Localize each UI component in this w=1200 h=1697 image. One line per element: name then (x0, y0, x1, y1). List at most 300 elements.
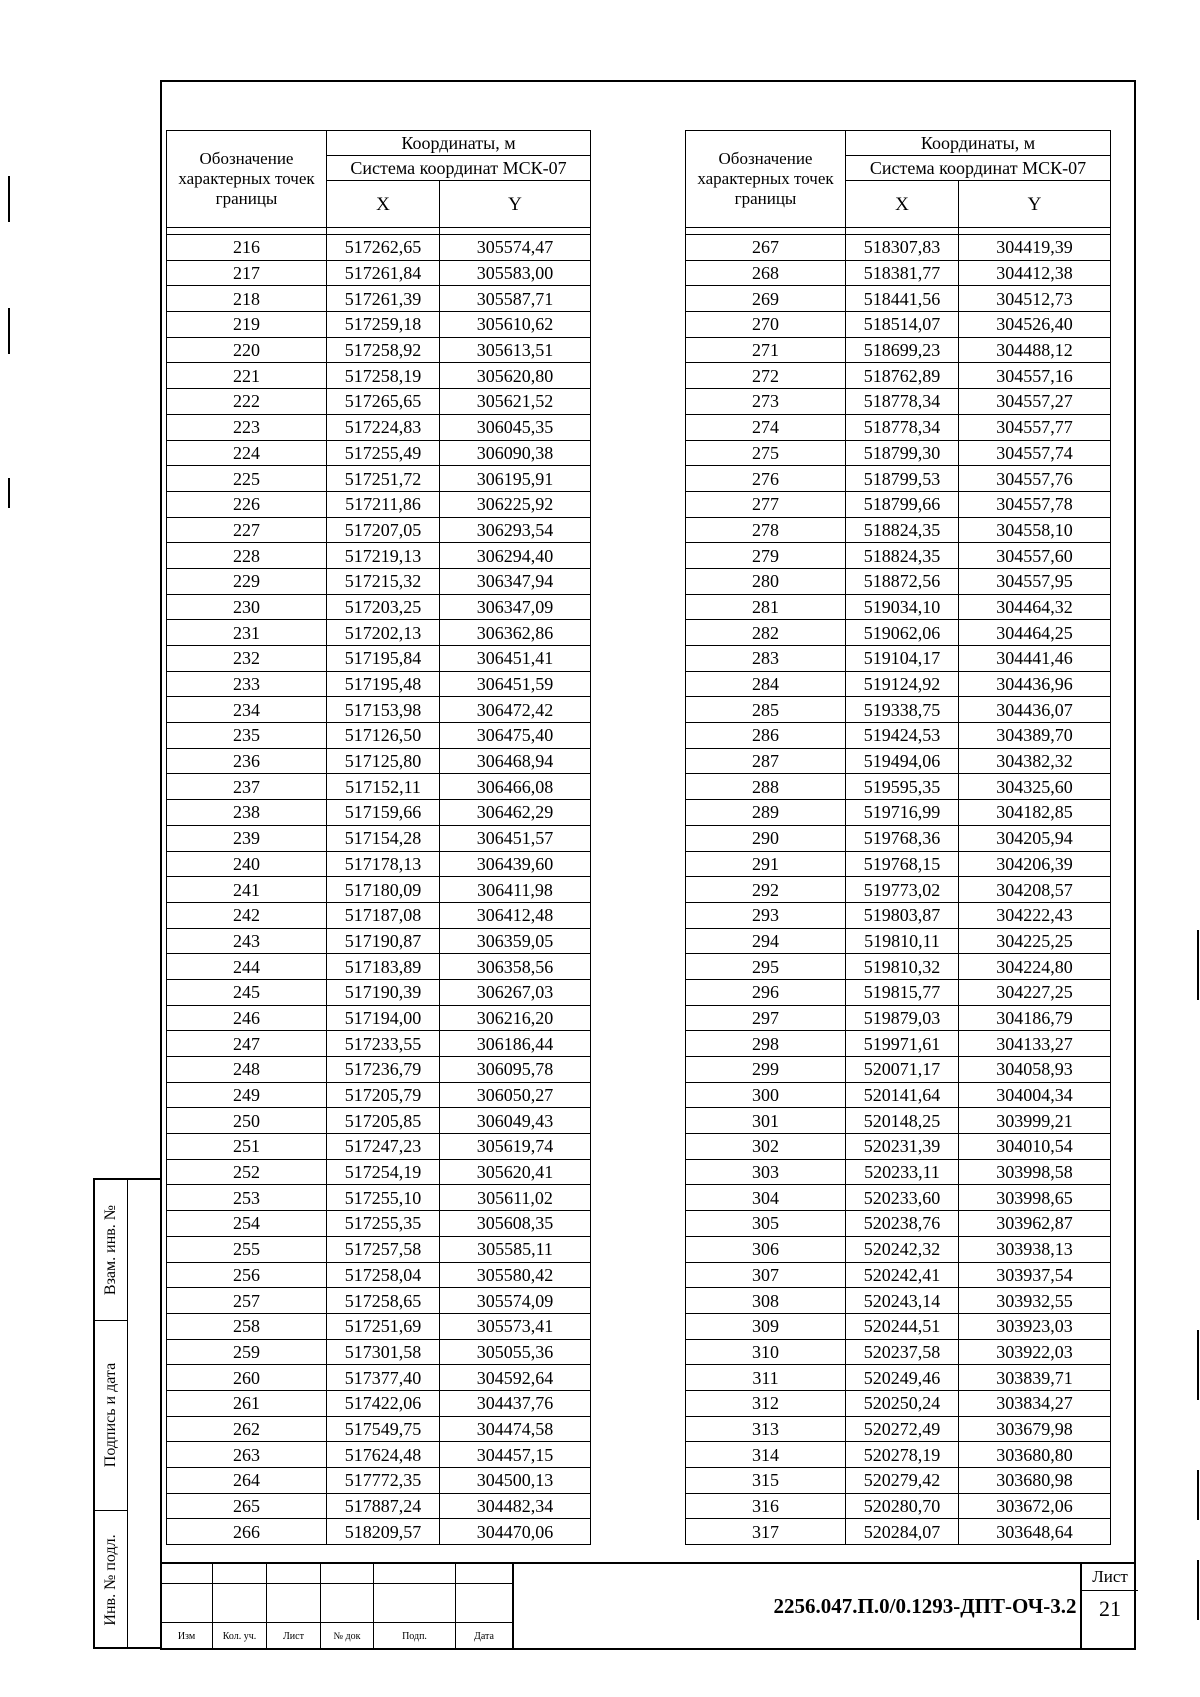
table-row (167, 800, 591, 826)
x-coordinate: 518778,34 (846, 389, 959, 415)
table-row (686, 954, 1111, 980)
x-coordinate: 517255,35 (327, 1211, 440, 1237)
table-row (167, 568, 591, 594)
y-coordinate: 306466,08 (440, 774, 591, 800)
x-column-header: X (846, 181, 959, 228)
x-coordinate: 517207,05 (327, 517, 440, 543)
table-row (167, 337, 591, 363)
x-coordinate: 518799,53 (846, 466, 959, 492)
point-number: 313 (686, 1416, 846, 1442)
point-number: 291 (686, 851, 846, 877)
point-number: 262 (167, 1416, 327, 1442)
x-coordinate: 518799,66 (846, 491, 959, 517)
y-coordinate: 303680,80 (959, 1442, 1111, 1468)
table-row (167, 1468, 591, 1494)
point-number: 241 (167, 877, 327, 903)
x-coordinate: 519810,32 (846, 954, 959, 980)
x-coordinate: 517205,79 (327, 1082, 440, 1108)
x-coordinate: 520284,07 (846, 1519, 959, 1545)
table-row (686, 902, 1111, 928)
signature-date-label: Подпись и дата (102, 1362, 119, 1468)
y-coordinate: 304557,16 (959, 363, 1111, 389)
table-row (167, 1442, 591, 1468)
x-coordinate: 520250,24 (846, 1390, 959, 1416)
x-coordinate: 517236,79 (327, 1057, 440, 1083)
x-coordinate: 517194,00 (327, 1005, 440, 1031)
y-column-header: Y (959, 181, 1111, 228)
y-coordinate: 306347,09 (440, 594, 591, 620)
point-number: 221 (167, 363, 327, 389)
x-coordinate: 518441,56 (846, 286, 959, 312)
x-coordinate: 517255,49 (327, 440, 440, 466)
point-number: 255 (167, 1236, 327, 1262)
y-coordinate: 303922,03 (959, 1339, 1111, 1365)
y-coordinate: 304133,27 (959, 1031, 1111, 1057)
point-number: 303 (686, 1159, 846, 1185)
point-number: 232 (167, 646, 327, 672)
point-number: 293 (686, 902, 846, 928)
y-coordinate: 306090,38 (440, 440, 591, 466)
y-coordinate: 304436,96 (959, 671, 1111, 697)
point-number: 311 (686, 1365, 846, 1391)
point-number: 299 (686, 1057, 846, 1083)
x-coordinate: 517258,65 (327, 1288, 440, 1314)
table-row (686, 440, 1111, 466)
point-number: 224 (167, 440, 327, 466)
point-number: 297 (686, 1005, 846, 1031)
y-coordinate: 303932,55 (959, 1288, 1111, 1314)
point-number: 273 (686, 389, 846, 415)
table-row (167, 363, 591, 389)
y-coordinate: 304557,27 (959, 389, 1111, 415)
x-coordinate: 519768,15 (846, 851, 959, 877)
y-coordinate: 306451,59 (440, 671, 591, 697)
y-coordinate: 304592,64 (440, 1365, 591, 1391)
revision-grid (160, 1564, 513, 1650)
table-row (167, 260, 591, 286)
y-coordinate: 306216,20 (440, 1005, 591, 1031)
x-coordinate: 517224,83 (327, 414, 440, 440)
y-coordinate: 304205,94 (959, 825, 1111, 851)
x-coordinate: 518209,57 (327, 1519, 440, 1545)
table-row (686, 646, 1111, 672)
x-coordinate: 519494,06 (846, 748, 959, 774)
y-coordinate: 304412,38 (959, 260, 1111, 286)
x-coordinate: 517255,10 (327, 1185, 440, 1211)
scan-artifact (8, 176, 10, 222)
table-row (686, 260, 1111, 286)
approval-side-strip (93, 1178, 160, 1649)
title-block (160, 1562, 1136, 1650)
scan-artifact (8, 308, 10, 354)
y-coordinate: 305610,62 (440, 312, 591, 338)
rev-col-sheet: Лист (267, 1623, 321, 1650)
rev-col-sign: Подп. (374, 1623, 456, 1650)
table-row (686, 1365, 1111, 1391)
x-coordinate: 517772,35 (327, 1468, 440, 1494)
y-coordinate: 304557,60 (959, 543, 1111, 569)
point-number: 309 (686, 1313, 846, 1339)
table-row (167, 1339, 591, 1365)
table-row (167, 491, 591, 517)
point-number: 304 (686, 1185, 846, 1211)
point-number: 280 (686, 568, 846, 594)
table-row (686, 1416, 1111, 1442)
x-coordinate: 517203,25 (327, 594, 440, 620)
point-number: 274 (686, 414, 846, 440)
y-coordinate: 304457,15 (440, 1442, 591, 1468)
y-coordinate: 305611,02 (440, 1185, 591, 1211)
table-row (686, 1390, 1111, 1416)
table-body-right (686, 228, 1111, 1545)
table-row (686, 1339, 1111, 1365)
y-coordinate: 306347,94 (440, 568, 591, 594)
table-row (686, 851, 1111, 877)
y-coordinate: 306294,40 (440, 543, 591, 569)
point-number: 248 (167, 1057, 327, 1083)
table-row (686, 568, 1111, 594)
x-coordinate: 519124,92 (846, 671, 959, 697)
point-number: 230 (167, 594, 327, 620)
x-coordinate: 519810,11 (846, 928, 959, 954)
point-number: 234 (167, 697, 327, 723)
x-coordinate: 517377,40 (327, 1365, 440, 1391)
x-coordinate: 518824,35 (846, 543, 959, 569)
coordinate-system-header: Система координат МСК-07 (846, 156, 1111, 181)
x-coordinate: 517261,39 (327, 286, 440, 312)
point-number: 237 (167, 774, 327, 800)
table-row (686, 286, 1111, 312)
table-row (167, 1262, 591, 1288)
y-coordinate: 303938,13 (959, 1236, 1111, 1262)
table-row (686, 363, 1111, 389)
table-row (686, 312, 1111, 338)
y-coordinate: 303839,71 (959, 1365, 1111, 1391)
table-row (167, 1031, 591, 1057)
y-coordinate: 304186,79 (959, 1005, 1111, 1031)
y-coordinate: 305620,41 (440, 1159, 591, 1185)
table-row (167, 877, 591, 903)
x-coordinate: 518778,34 (846, 414, 959, 440)
table-row (686, 774, 1111, 800)
point-number: 235 (167, 723, 327, 749)
coordinates-table-left (166, 130, 591, 1545)
point-number: 277 (686, 491, 846, 517)
point-number: 238 (167, 800, 327, 826)
x-coordinate: 520278,19 (846, 1442, 959, 1468)
y-column-header: Y (440, 181, 591, 228)
x-coordinate: 517187,08 (327, 902, 440, 928)
x-coordinate: 518381,77 (846, 260, 959, 286)
point-column-header: Обозначение характерных точек границы (686, 131, 846, 228)
table-row (167, 1493, 591, 1519)
x-coordinate: 519803,87 (846, 902, 959, 928)
y-coordinate: 304058,93 (959, 1057, 1111, 1083)
table-row (686, 928, 1111, 954)
point-number: 216 (167, 235, 327, 261)
point-number: 256 (167, 1262, 327, 1288)
y-coordinate: 306451,41 (440, 646, 591, 672)
x-coordinate: 517261,84 (327, 260, 440, 286)
x-coordinate: 518514,07 (846, 312, 959, 338)
point-number: 263 (167, 1442, 327, 1468)
y-coordinate: 306411,98 (440, 877, 591, 903)
table-row (686, 1313, 1111, 1339)
table-row (686, 389, 1111, 415)
point-number: 227 (167, 517, 327, 543)
table-row (686, 697, 1111, 723)
table-row (167, 1365, 591, 1391)
y-coordinate: 304182,85 (959, 800, 1111, 826)
point-number: 246 (167, 1005, 327, 1031)
table-row (167, 697, 591, 723)
table-row (167, 1519, 591, 1545)
y-coordinate: 304227,25 (959, 979, 1111, 1005)
point-number: 283 (686, 646, 846, 672)
x-coordinate: 517887,24 (327, 1493, 440, 1519)
document-code: 2256.047.П.0/0.1293-ДПТ-ОЧ-3.2 (773, 1594, 1077, 1618)
y-coordinate: 305585,11 (440, 1236, 591, 1262)
table-row (167, 954, 591, 980)
x-coordinate: 517247,23 (327, 1134, 440, 1160)
table-row (686, 825, 1111, 851)
table-row (686, 1236, 1111, 1262)
point-number: 218 (167, 286, 327, 312)
point-number: 217 (167, 260, 327, 286)
y-coordinate: 304441,46 (959, 646, 1111, 672)
x-coordinate: 517195,48 (327, 671, 440, 697)
y-coordinate: 304464,25 (959, 620, 1111, 646)
y-coordinate: 304474,58 (440, 1416, 591, 1442)
table-row (167, 851, 591, 877)
point-number: 290 (686, 825, 846, 851)
y-coordinate: 304488,12 (959, 337, 1111, 363)
point-number: 245 (167, 979, 327, 1005)
table-row (167, 671, 591, 697)
point-number: 260 (167, 1365, 327, 1391)
scan-artifact (1197, 1330, 1199, 1400)
x-coordinate: 517211,86 (327, 491, 440, 517)
y-coordinate: 306472,42 (440, 697, 591, 723)
point-number: 269 (686, 286, 846, 312)
inv-replace-label: Взам. инв. № (102, 1204, 119, 1296)
x-coordinate: 519062,06 (846, 620, 959, 646)
point-number: 315 (686, 1468, 846, 1494)
x-coordinate: 517251,72 (327, 466, 440, 492)
x-coordinate: 517219,13 (327, 543, 440, 569)
point-number: 243 (167, 928, 327, 954)
table-row (686, 1108, 1111, 1134)
table-row (167, 1288, 591, 1314)
table-row (167, 1082, 591, 1108)
table-row (686, 414, 1111, 440)
point-number: 267 (686, 235, 846, 261)
table-row (167, 1159, 591, 1185)
table-row (686, 491, 1111, 517)
table-row (686, 1031, 1111, 1057)
point-number: 281 (686, 594, 846, 620)
table-row (686, 1211, 1111, 1237)
point-number: 225 (167, 466, 327, 492)
point-number: 292 (686, 877, 846, 903)
y-coordinate: 306195,91 (440, 466, 591, 492)
x-coordinate: 517202,13 (327, 620, 440, 646)
point-number: 219 (167, 312, 327, 338)
x-coordinate: 519034,10 (846, 594, 959, 620)
y-coordinate: 304526,40 (959, 312, 1111, 338)
x-coordinate: 517126,50 (327, 723, 440, 749)
y-coordinate: 306049,43 (440, 1108, 591, 1134)
point-number: 285 (686, 697, 846, 723)
point-column-header: Обозначение характерных точек границы (167, 131, 327, 228)
y-coordinate: 304557,78 (959, 491, 1111, 517)
y-coordinate: 305580,42 (440, 1262, 591, 1288)
x-coordinate: 517257,58 (327, 1236, 440, 1262)
x-coordinate: 520141,64 (846, 1082, 959, 1108)
x-column-header: X (327, 181, 440, 228)
table-row (686, 723, 1111, 749)
table-row (686, 594, 1111, 620)
x-coordinate: 520243,14 (846, 1288, 959, 1314)
table-row (167, 748, 591, 774)
x-coordinate: 517258,04 (327, 1262, 440, 1288)
y-coordinate: 304482,34 (440, 1493, 591, 1519)
table-row (167, 620, 591, 646)
x-coordinate: 519424,53 (846, 723, 959, 749)
y-coordinate: 303962,87 (959, 1211, 1111, 1237)
y-coordinate: 306267,03 (440, 979, 591, 1005)
table-row (167, 646, 591, 672)
x-coordinate: 518762,89 (846, 363, 959, 389)
x-coordinate: 517178,13 (327, 851, 440, 877)
y-coordinate: 304206,39 (959, 851, 1111, 877)
y-coordinate: 303679,98 (959, 1416, 1111, 1442)
x-coordinate: 520231,39 (846, 1134, 959, 1160)
coordinates-header: Координаты, м (846, 131, 1111, 156)
point-number: 296 (686, 979, 846, 1005)
y-coordinate: 306475,40 (440, 723, 591, 749)
coordinates-table-right (685, 130, 1111, 1545)
scan-artifact (1197, 930, 1199, 1000)
point-number: 302 (686, 1134, 846, 1160)
x-coordinate: 519879,03 (846, 1005, 959, 1031)
point-number: 242 (167, 902, 327, 928)
point-number: 264 (167, 1468, 327, 1494)
y-coordinate: 304557,76 (959, 466, 1111, 492)
point-number: 223 (167, 414, 327, 440)
y-coordinate: 305587,71 (440, 286, 591, 312)
point-number: 314 (686, 1442, 846, 1468)
point-number: 270 (686, 312, 846, 338)
x-coordinate: 517152,11 (327, 774, 440, 800)
point-number: 253 (167, 1185, 327, 1211)
point-number: 294 (686, 928, 846, 954)
table-row (686, 671, 1111, 697)
x-coordinate: 517259,18 (327, 312, 440, 338)
table-row (686, 800, 1111, 826)
point-number: 310 (686, 1339, 846, 1365)
x-coordinate: 517265,65 (327, 389, 440, 415)
table-row (686, 1082, 1111, 1108)
y-coordinate: 304558,10 (959, 517, 1111, 543)
rev-col-change: Изм (161, 1623, 213, 1650)
rev-col-doc: № док (321, 1623, 374, 1650)
table-row (686, 1134, 1111, 1160)
point-number: 287 (686, 748, 846, 774)
y-coordinate: 305613,51 (440, 337, 591, 363)
x-coordinate: 517215,32 (327, 568, 440, 594)
y-coordinate: 305608,35 (440, 1211, 591, 1237)
x-coordinate: 517549,75 (327, 1416, 440, 1442)
x-coordinate: 519773,02 (846, 877, 959, 903)
x-coordinate: 519595,35 (846, 774, 959, 800)
table-row (167, 1005, 591, 1031)
table-row (167, 825, 591, 851)
point-number: 279 (686, 543, 846, 569)
point-number: 301 (686, 1108, 846, 1134)
y-coordinate: 304557,95 (959, 568, 1111, 594)
table-row (167, 235, 591, 261)
point-number: 220 (167, 337, 327, 363)
point-number: 254 (167, 1211, 327, 1237)
table-row (167, 1108, 591, 1134)
x-coordinate: 519338,75 (846, 697, 959, 723)
table-row (167, 466, 591, 492)
point-number: 289 (686, 800, 846, 826)
point-number: 265 (167, 1493, 327, 1519)
point-number: 306 (686, 1236, 846, 1262)
y-coordinate: 303923,03 (959, 1313, 1111, 1339)
y-coordinate: 306468,94 (440, 748, 591, 774)
x-coordinate: 517183,89 (327, 954, 440, 980)
table-body-left (167, 228, 591, 1545)
table-row (167, 1236, 591, 1262)
point-number: 278 (686, 517, 846, 543)
y-coordinate: 306359,05 (440, 928, 591, 954)
y-coordinate: 306362,86 (440, 620, 591, 646)
point-number: 266 (167, 1519, 327, 1545)
y-coordinate: 305621,52 (440, 389, 591, 415)
rev-col-count: Кол. уч. (213, 1623, 267, 1650)
table-row (167, 594, 591, 620)
table-row (167, 723, 591, 749)
point-number: 300 (686, 1082, 846, 1108)
point-number: 249 (167, 1082, 327, 1108)
point-number: 258 (167, 1313, 327, 1339)
x-coordinate: 520237,58 (846, 1339, 959, 1365)
y-coordinate: 304010,54 (959, 1134, 1111, 1160)
x-coordinate: 520071,17 (846, 1057, 959, 1083)
point-number: 272 (686, 363, 846, 389)
x-coordinate: 517154,28 (327, 825, 440, 851)
x-coordinate: 517190,39 (327, 979, 440, 1005)
point-number: 231 (167, 620, 327, 646)
point-number: 233 (167, 671, 327, 697)
x-coordinate: 520242,32 (846, 1236, 959, 1262)
x-coordinate: 519768,36 (846, 825, 959, 851)
y-coordinate: 305619,74 (440, 1134, 591, 1160)
y-coordinate: 303672,06 (959, 1493, 1111, 1519)
x-coordinate: 517262,65 (327, 235, 440, 261)
y-coordinate: 305055,36 (440, 1339, 591, 1365)
table-row (167, 312, 591, 338)
x-coordinate: 519815,77 (846, 979, 959, 1005)
point-number: 251 (167, 1134, 327, 1160)
point-number: 284 (686, 671, 846, 697)
y-coordinate: 306412,48 (440, 902, 591, 928)
point-number: 271 (686, 337, 846, 363)
table-row (167, 1134, 591, 1160)
